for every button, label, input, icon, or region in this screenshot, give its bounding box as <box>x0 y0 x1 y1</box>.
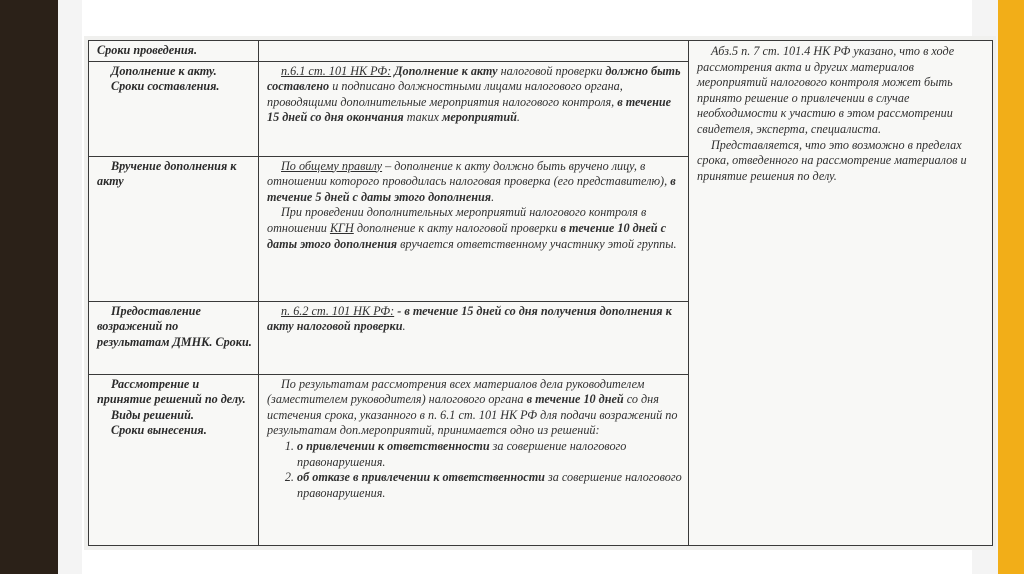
delivery-kgn: КГН <box>329 220 354 235</box>
supplement-bold4: мероприятий <box>442 110 517 125</box>
document-scan <box>84 36 996 550</box>
supplement-bold1: Дополнение к акту <box>394 63 498 78</box>
delivery-t2: . <box>491 189 495 204</box>
delivery-label-text: Вручение дополнения к акту <box>97 158 237 189</box>
delivery-bold2: в течение 10 дней с даты этого дополнения <box>267 220 667 251</box>
review-t1: По результатам рассмотрения всех материалов дела руководителем (заместителем руководителя) налогового органа <box>267 376 645 407</box>
side-note-p2: Представляется, что это возможно в пределах срока, отведенного на рассмотрение материалов и принятие решения по делу. <box>697 137 967 183</box>
table-row <box>89 41 993 62</box>
procedure-table <box>88 40 993 546</box>
review-bold1: в течение 10 дней <box>526 392 624 407</box>
delivery-rule: По общему правилу <box>281 158 383 173</box>
decision2-text: за совершение налогового правонарушения. <box>297 470 682 500</box>
delivery-t3: При проведении дополнительных мероприятий налогового контроля в отношении <box>267 205 647 235</box>
supplement-bold3: в течение 15 дней со дня окончания <box>267 94 672 125</box>
terms-value <box>259 41 689 62</box>
decision1-text: за совершение налогового правонарушения. <box>297 438 627 469</box>
side-note-cell <box>689 41 993 546</box>
review-label-line1: Рассмотрение и принятие решений по делу. <box>97 376 246 407</box>
supplement-label-line2: Сроки составления. <box>111 79 220 94</box>
supplement-t1: налоговой проверки <box>497 63 606 78</box>
supplement-t3: таких <box>403 110 442 125</box>
list-item <box>297 439 682 470</box>
objections-ref: п. 6.2 ст. 101 НК РФ: <box>281 303 395 318</box>
supplement-label <box>89 61 259 156</box>
objections-t1: . <box>402 319 406 334</box>
delivery-t4: дополнение к акту налоговой проверки <box>353 220 561 235</box>
objections-bold1: - в течение 15 дней со дня получения дополнения к акту налоговой проверки <box>267 303 672 334</box>
decision2-bold: об отказе в привлечении к ответственности <box>297 470 545 485</box>
review-text <box>259 374 689 545</box>
supplement-t4: . <box>516 110 520 125</box>
supplement-ref: п.6.1 ст. 101 НК РФ: <box>281 63 392 78</box>
delivery-text <box>259 156 689 301</box>
objections-text <box>259 301 689 374</box>
list-item <box>297 470 682 501</box>
review-label-line3: Сроки вынесения. <box>111 423 207 438</box>
supplement-label-line1: Дополнение к акту. <box>111 63 217 78</box>
supplement-text <box>259 61 689 156</box>
review-t2: со дня истечения срока, указанного в п. 6.1 ст. 101 НК РФ для подачи возражений по результатам доп.мероприятий, принимается одно из решений: <box>267 392 678 438</box>
decision1-bold: о привлечении к ответственности <box>297 438 490 453</box>
review-label-line2: Виды решений. <box>111 407 194 422</box>
review-label <box>89 374 259 545</box>
supplement-bold2: должно быть составлено <box>267 63 681 94</box>
supplement-t2: и подписано должностными лицами налогового органа, проводящими дополнительные мероприятия налогового контроля, <box>267 79 623 109</box>
objections-label <box>89 301 259 374</box>
left-margin <box>58 0 82 574</box>
decision-list <box>267 439 682 501</box>
delivery-t1: – дополнение к акту должно быть вручено лицу, в отношении которого проводилась налоговая проверка (его представителю), <box>267 158 671 189</box>
left-decorative-band <box>0 0 58 574</box>
right-accent-band <box>998 0 1024 574</box>
terms-label: Сроки проведения. <box>89 41 259 62</box>
side-note-p1: Абз.5 п. 7 ст. 101.4 НК РФ указано, что в ходе рассмотрения акта и других материалов мероприятий налогового контроля может быть принято решение о привлечении в случае необходимости к участию в этом рассмотрении свидетеля, эксперта, специалиста. <box>697 44 955 136</box>
delivery-t5: вручается ответственному участнику этой группы. <box>397 236 677 251</box>
delivery-bold1: в течение 5 дней с даты этого дополнения <box>267 174 676 204</box>
objections-label-text: Предоставление возражений по результатам ДМНК. Сроки. <box>97 303 252 349</box>
delivery-label <box>89 156 259 301</box>
